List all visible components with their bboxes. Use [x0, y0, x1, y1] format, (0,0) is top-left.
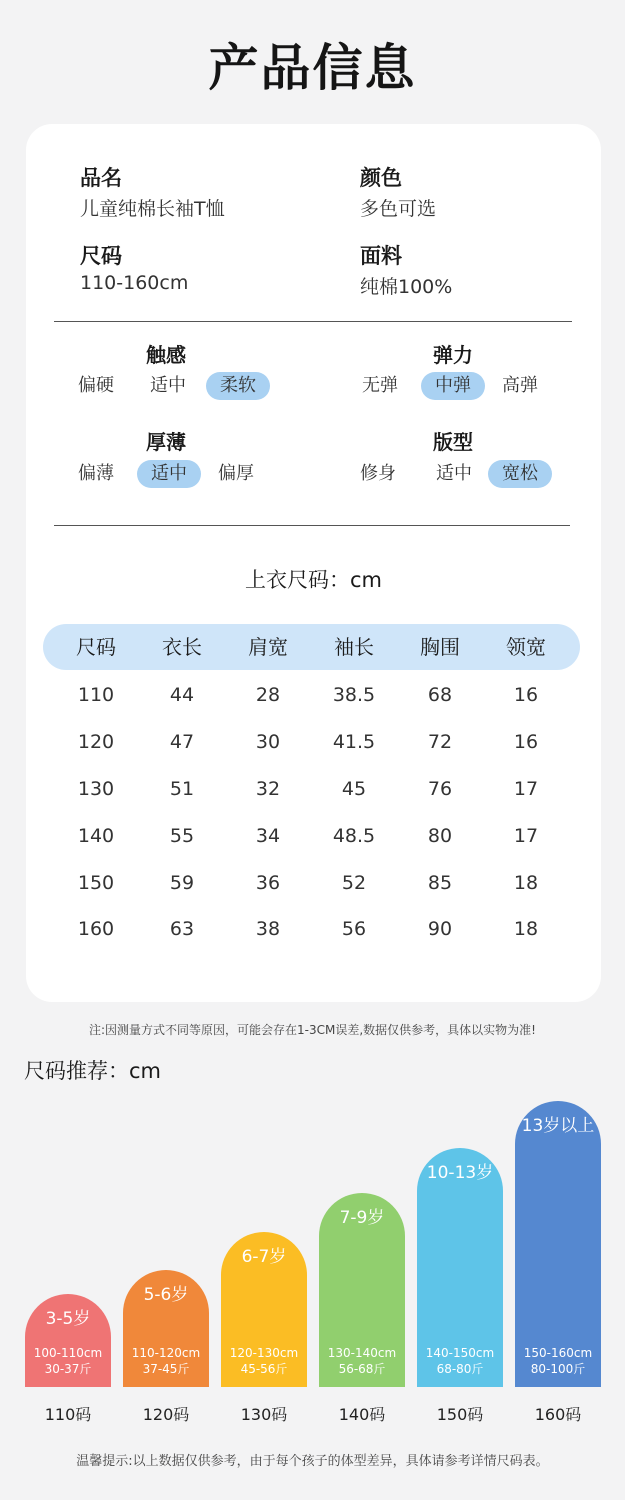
product-info-card — [26, 124, 601, 1002]
color-value: 多色可选 — [360, 198, 437, 220]
measurement-note: 注:因测量方式不同等原因，可能会存在1-3CM误差,数据仅供参考，具体以实物为准! — [88, 1023, 536, 1037]
bar-spec — [319, 1345, 405, 1377]
bar-size-label: 160码 — [534, 1405, 582, 1424]
bar-spec — [221, 1345, 307, 1377]
table-cell: 48.5 — [332, 825, 376, 847]
table-cell: 44 — [169, 684, 195, 706]
bar-height-range: 140-150cm — [425, 1346, 495, 1360]
table-cell: 140 — [77, 825, 115, 847]
bar-age-label: 7-9岁 — [339, 1208, 385, 1228]
attr-option: 适中 — [436, 463, 472, 484]
table-cell: 32 — [255, 778, 281, 800]
bar-spec — [123, 1345, 209, 1377]
table-header-cell: 袖长 — [334, 635, 374, 659]
bar-spec — [417, 1345, 503, 1377]
attr-option-selected: 适中 — [137, 460, 201, 488]
attr-option: 偏硬 — [78, 375, 114, 396]
bar-age-label: 5-6岁 — [143, 1285, 189, 1305]
bar-age-label: 6-7岁 — [241, 1247, 287, 1267]
bar-weight-range: 45-56斤 — [240, 1362, 288, 1376]
table-header-cell: 尺码 — [76, 635, 116, 659]
attr-option-selected: 柔软 — [206, 372, 270, 400]
bar-height-range: 150-160cm — [523, 1346, 593, 1360]
bar-height-range: 120-130cm — [229, 1346, 299, 1360]
attr-option: 偏薄 — [78, 463, 114, 484]
table-header-cell: 胸围 — [420, 635, 460, 659]
bar-weight-range: 56-68斤 — [338, 1362, 386, 1376]
bar-height-range: 110-120cm — [131, 1346, 201, 1360]
bar-weight-range: 37-45斤 — [142, 1362, 190, 1376]
size-label: 尺码 — [80, 244, 122, 268]
bar-age-label: 3-5岁 — [45, 1309, 91, 1329]
bar-age-label: 13岁以上 — [521, 1116, 595, 1136]
size-bar — [319, 1193, 405, 1387]
attr-option: 适中 — [150, 375, 186, 396]
table-cell: 150 — [77, 872, 115, 894]
fabric-label: 面料 — [360, 244, 402, 268]
size-bar — [221, 1232, 307, 1387]
table-cell: 68 — [427, 684, 453, 706]
attr-option: 偏厚 — [218, 463, 254, 484]
bar-age-label: 10-13岁 — [426, 1163, 494, 1183]
table-cell: 41.5 — [332, 731, 376, 753]
table-cell: 38.5 — [332, 684, 376, 706]
attr-option: 无弹 — [362, 375, 398, 396]
table-cell: 90 — [427, 918, 453, 940]
bar-size-label: 140码 — [338, 1405, 386, 1424]
color-label: 颜色 — [360, 166, 402, 190]
table-cell: 80 — [427, 825, 453, 847]
bar-weight-range: 30-37斤 — [44, 1362, 92, 1376]
bar-size-label: 110码 — [44, 1405, 92, 1424]
attr-option: 高弹 — [502, 375, 538, 396]
bar-size-label: 130码 — [240, 1405, 288, 1424]
table-cell: 130 — [77, 778, 115, 800]
bar-spec — [25, 1345, 111, 1377]
table-cell: 45 — [341, 778, 367, 800]
name-value: 儿童纯棉长袖T恤 — [80, 198, 225, 220]
table-cell: 59 — [169, 872, 195, 894]
table-cell: 28 — [255, 684, 281, 706]
table-header-cell: 领宽 — [506, 635, 546, 659]
size-bar — [25, 1294, 111, 1387]
recommend-title: 尺码推荐：cm — [24, 1059, 162, 1083]
table-cell: 30 — [255, 731, 281, 753]
divider — [54, 321, 572, 322]
bar-weight-range: 68-80斤 — [436, 1362, 484, 1376]
attr-title-touch: 触感 — [146, 343, 186, 367]
attr-option: 修身 — [360, 463, 396, 484]
table-cell: 120 — [77, 731, 115, 753]
tip-text: 温馨提示:以上数据仅供参考，由于每个孩子的体型差异，具体请参考详情尺码表。 — [76, 1454, 549, 1469]
table-cell: 51 — [169, 778, 195, 800]
attr-title-thickness: 厚薄 — [146, 430, 186, 454]
table-cell: 52 — [341, 872, 367, 894]
table-cell: 110 — [77, 684, 115, 706]
attr-title-fit: 版型 — [433, 430, 473, 454]
bar-weight-range: 80-100斤 — [530, 1362, 586, 1376]
attr-title-elasticity: 弹力 — [433, 343, 473, 367]
size-table-title: 上衣尺码：cm — [244, 568, 382, 592]
size-bar — [515, 1101, 601, 1387]
table-cell: 34 — [255, 825, 281, 847]
table-header-cell: 肩宽 — [248, 635, 288, 659]
table-cell: 55 — [169, 825, 195, 847]
table-cell: 160 — [77, 918, 115, 940]
bar-height-range: 100-110cm — [33, 1346, 103, 1360]
name-label: 品名 — [80, 166, 122, 190]
divider — [54, 525, 570, 526]
table-cell: 56 — [341, 918, 367, 940]
table-cell: 18 — [513, 918, 539, 940]
size-value: 110-160cm — [80, 272, 189, 294]
size-bar — [417, 1148, 503, 1387]
attr-option-selected: 宽松 — [488, 460, 552, 488]
size-bar — [123, 1270, 209, 1387]
table-cell: 18 — [513, 872, 539, 894]
page-title: 产品信息 — [208, 39, 417, 97]
table-cell: 63 — [169, 918, 195, 940]
table-header — [43, 624, 580, 670]
table-cell: 47 — [169, 731, 195, 753]
attr-option-selected: 中弹 — [421, 372, 485, 400]
table-cell: 36 — [255, 872, 281, 894]
fabric-value: 纯棉100% — [360, 276, 453, 298]
table-cell: 85 — [427, 872, 453, 894]
table-cell: 16 — [513, 684, 539, 706]
bar-size-label: 150码 — [436, 1405, 484, 1424]
table-cell: 38 — [255, 918, 281, 940]
table-cell: 72 — [427, 731, 453, 753]
table-cell: 17 — [513, 778, 539, 800]
table-cell: 76 — [427, 778, 453, 800]
table-header-cell: 衣长 — [162, 635, 202, 659]
table-cell: 17 — [513, 825, 539, 847]
bar-height-range: 130-140cm — [327, 1346, 397, 1360]
bar-spec — [515, 1345, 601, 1377]
table-cell: 16 — [513, 731, 539, 753]
bar-size-label: 120码 — [142, 1405, 190, 1424]
